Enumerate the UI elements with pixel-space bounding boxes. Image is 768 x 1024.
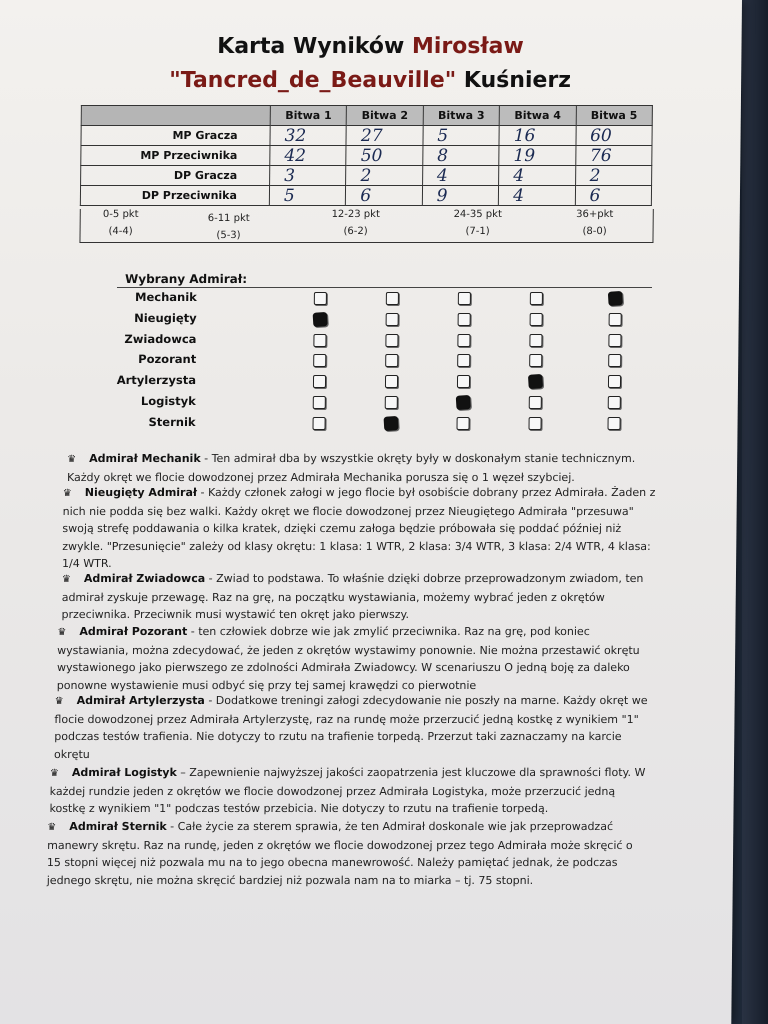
column-header: Bitwa 1 (270, 106, 347, 126)
admiral-checkbox (608, 354, 621, 367)
description-text: - Całe życie za sterem sprawia, że ten Admirał doskonale wie jak przeprowadzać manewry skrętu. Raz na rundę, jeden z okrętów we flocie dowodzonej przez tego Admirała może skręcić o 15 stopni więcej niż pozwala mu na to jego obecna manewrowość. Należy pamiętać jednak, że podczas jednego skrętu, nie można skręcić bardziej niż pozwala nam na to miarka – tj. 75 stopni. (46, 820, 633, 887)
admiral-name: Nieugięty (134, 310, 197, 325)
admiral-checkbox (456, 417, 469, 430)
legend-points: 36+pkt (576, 209, 614, 220)
admiral-row (96, 373, 656, 393)
score-cell: 2 (346, 166, 423, 186)
admiral-description (62, 484, 663, 573)
admiral-checkbox (528, 417, 541, 430)
admiral-row (96, 332, 656, 352)
admiral-checkbox (385, 375, 398, 388)
admiral-checkbox (457, 334, 470, 347)
admiral-checkbox (607, 417, 620, 430)
background-edge (742, 0, 768, 1024)
score-cell: 5 (269, 186, 346, 206)
admiral-checkbox (385, 396, 398, 409)
admiral-checkbox (457, 375, 470, 388)
table-row (81, 126, 652, 146)
admiral-row (97, 290, 657, 310)
description-text: - Ten admirał dba by wszystkie okręty były w doskonałym stanie technicznym. Każdy okręt we flocie dowodzonej przez Admirała Mechanika porusza się o 1 węzeł szybciej. (66, 452, 636, 484)
row-label: DP Gracza (81, 166, 270, 186)
admiral-row (96, 352, 656, 372)
description-text: - Zwiad to podstawa. To właśnie dzięki dobrze przeprowadzonym zwiadom, ten admirał zyskuje przewagę. Raz na grę, na początku wystawiania, możemy wybrać jeden z okrętów przeciwnika. Przeciwnik musi wystawić ten okręt jako pierwszy. (61, 572, 644, 621)
crown-icon: ♛ (61, 574, 71, 585)
admiral-checkbox (530, 292, 543, 305)
points-legend (79, 209, 653, 243)
admiral-name: Pozorant (138, 352, 197, 367)
score-cell: 9 (422, 186, 499, 206)
score-cell: 32 (270, 126, 347, 146)
admiral-name: Artylerzysta (116, 373, 197, 388)
admiral-checkbox (385, 354, 398, 367)
score-cell: 8 (423, 146, 500, 166)
legend-points: 0-5 pkt (102, 209, 139, 220)
crown-icon: ♛ (62, 488, 72, 499)
description-heading: Admirał Zwiadowca (83, 572, 206, 585)
crown-icon: ♛ (47, 822, 57, 833)
column-header: Bitwa 5 (576, 106, 653, 126)
admiral-checkbox (609, 313, 622, 326)
row-label: MP Przeciwnika (81, 146, 270, 166)
column-header: Bitwa 4 (499, 106, 576, 126)
admiral-description (49, 764, 650, 818)
score-cell: 16 (499, 126, 576, 146)
admiral-description (47, 818, 648, 889)
header-blank-cell (81, 106, 270, 126)
crown-icon: ♛ (54, 696, 64, 707)
crown-icon: ♛ (57, 627, 67, 638)
admiral-checkbox (608, 375, 621, 388)
admiral-checkbox (313, 375, 326, 388)
column-header: Bitwa 2 (347, 106, 424, 126)
admiral-checkbox (529, 354, 542, 367)
admiral-checkbox (458, 292, 471, 305)
admiral-checkbox (385, 334, 398, 347)
description-heading: Nieugięty Admirał (84, 486, 198, 499)
description-heading: Admirał Pozorant (79, 625, 188, 638)
admiral-checkbox (314, 292, 327, 305)
admiral-name: Logistyk (140, 394, 196, 408)
description-text: – Zapewnienie najwyższej jakości zaopatrzenia jest kluczowe dla sprawności floty. W każdej rundzie jeden z okrętów we flocie dowodzonej przez Admirała Logistyka, może przerzucić jedną kostkę z wynikiem "1" podczas testów przebicia. Nie dotyczy to rzutu na trafienie torpedą. (49, 766, 646, 815)
legend-item (316, 209, 396, 237)
admiral-checkbox (384, 416, 399, 431)
score-cell: 50 (346, 146, 423, 166)
score-cell: 4 (422, 166, 499, 186)
score-cell: 60 (576, 126, 653, 146)
score-cell: 4 (499, 166, 576, 186)
admiral-checkbox (386, 292, 399, 305)
admiral-description (67, 450, 667, 486)
score-cell: 4 (499, 186, 576, 206)
score-table (80, 105, 653, 206)
admiral-checkbox (608, 334, 621, 347)
score-cell: 27 (346, 126, 423, 146)
table-row (81, 146, 652, 166)
page-title-line-1 (0, 34, 742, 59)
admiral-section-title: Wybrany Admirał: (125, 272, 248, 286)
description-text: - Dodatkowe treningi załogi zdecydowanie nie poszły na marne. Każdy okręt we flocie dowodzonej przez Admirała Artylerzystę, raz na rundę może przerzucić jedną kostkę z wynikiem "1" podczas testów trafienia. Nie dotyczy to rzutu na trafienie torpedą. Przerzut taki zaznaczamy na karcie okrętu (54, 694, 648, 761)
admiral-checkbox (312, 417, 325, 430)
legend-item (81, 209, 161, 237)
row-label: MP Gracza (81, 126, 270, 146)
admiral-checkbox (386, 313, 399, 326)
description-heading: Admirał Mechanik (89, 452, 201, 465)
admiral-checkbox (456, 395, 471, 410)
description-text: - ten człowiek dobrze wie jak zmylić przeciwnika. Raz na grę, pod koniec wystawiania, można zdecydować, że jeden z okrętów wystawimy ponownie. Nie można przestawić okrętu wystawionego jako pierwszego ze zdolności Admirała Zwiadowcy. W scenariuszu O jedną boję za daleko ponowne wystawienie musi odbyć się przy tej samej krawędzi co pierwotnie (56, 625, 640, 692)
legend-result: (7-1) (465, 226, 490, 237)
table-row (80, 186, 651, 206)
admiral-row (96, 394, 656, 414)
legend-item (438, 209, 518, 237)
admiral-row (95, 415, 655, 435)
score-cell: 6 (346, 186, 423, 206)
score-cell: 3 (270, 166, 347, 186)
legend-result: (8-0) (582, 226, 607, 237)
player-last-name: Kuśnierz (463, 68, 572, 93)
legend-result: (6-2) (343, 226, 368, 237)
score-cell: 5 (423, 126, 500, 146)
legend-result: (4-4) (108, 226, 133, 237)
admiral-checkbox (313, 354, 326, 367)
score-cell: 76 (575, 146, 652, 166)
admiral-row (97, 311, 657, 331)
page-title-line-2 (0, 68, 741, 93)
admiral-checkbox (530, 313, 543, 326)
admiral-checkbox (313, 334, 326, 347)
description-heading: Admirał Sternik (69, 820, 167, 833)
legend-item (188, 213, 268, 241)
description-heading: Admirał Logistyk (71, 766, 177, 779)
legend-result: (5-3) (216, 230, 241, 241)
legend-points: 6-11 pkt (207, 213, 250, 224)
admiral-checkbox (458, 313, 471, 326)
admiral-checkbox (608, 291, 623, 306)
admiral-name: Sternik (148, 414, 196, 429)
row-label: DP Przeciwnika (80, 186, 269, 206)
player-first-name: Mirosław (411, 34, 524, 59)
score-cell: 42 (270, 146, 347, 166)
admiral-description (54, 692, 655, 763)
admiral-name: Zwiadowca (124, 331, 197, 346)
admiral-checkbox (457, 354, 470, 367)
legend-points: 24-35 pkt (453, 209, 502, 220)
description-text: - Każdy członek załogi w jego flocie był osobiście dobrany przez Admirała. Żaden z nich nie podda się bez walki. Każdy okręt we flocie dowodzonej przez Nieugiętego Admirała "przesuwa" swoją strefę poddawania o kilka kratek, dzięki czemu załoga będzie próbowała się poddać później niż zwykle. "Przesunięcie" zależy od klasy okrętu: 1 klasa: 1 WTR, 2 klasa: 3/4 WTR, 3 klasa: 2/4 WTR, 4 klasa: 1/4 WTR. (62, 486, 656, 570)
score-cell: 6 (575, 186, 652, 206)
player-nickname: "Tancred_de_Beauville" (169, 68, 457, 93)
title-text: Karta Wyników (217, 34, 405, 59)
legend-points: 12-23 pkt (331, 209, 380, 220)
admiral-checkbox (313, 312, 328, 327)
crown-icon: ♛ (67, 454, 77, 465)
crown-icon: ♛ (49, 768, 59, 779)
admiral-checkbox (608, 396, 621, 409)
admiral-checkbox (528, 374, 543, 389)
admiral-name: Mechanik (135, 290, 197, 304)
admiral-checkbox (313, 396, 326, 409)
admiral-checkbox (529, 396, 542, 409)
legend-item (555, 209, 635, 237)
admiral-description (57, 623, 658, 694)
score-cell: 19 (499, 146, 576, 166)
divider (117, 287, 652, 288)
score-table-header (81, 106, 652, 126)
description-heading: Admirał Artylerzysta (76, 694, 205, 707)
column-header: Bitwa 3 (423, 106, 500, 126)
admiral-checkbox (529, 334, 542, 347)
table-row (81, 166, 652, 186)
admiral-description (61, 570, 662, 624)
score-cell: 2 (575, 166, 652, 186)
